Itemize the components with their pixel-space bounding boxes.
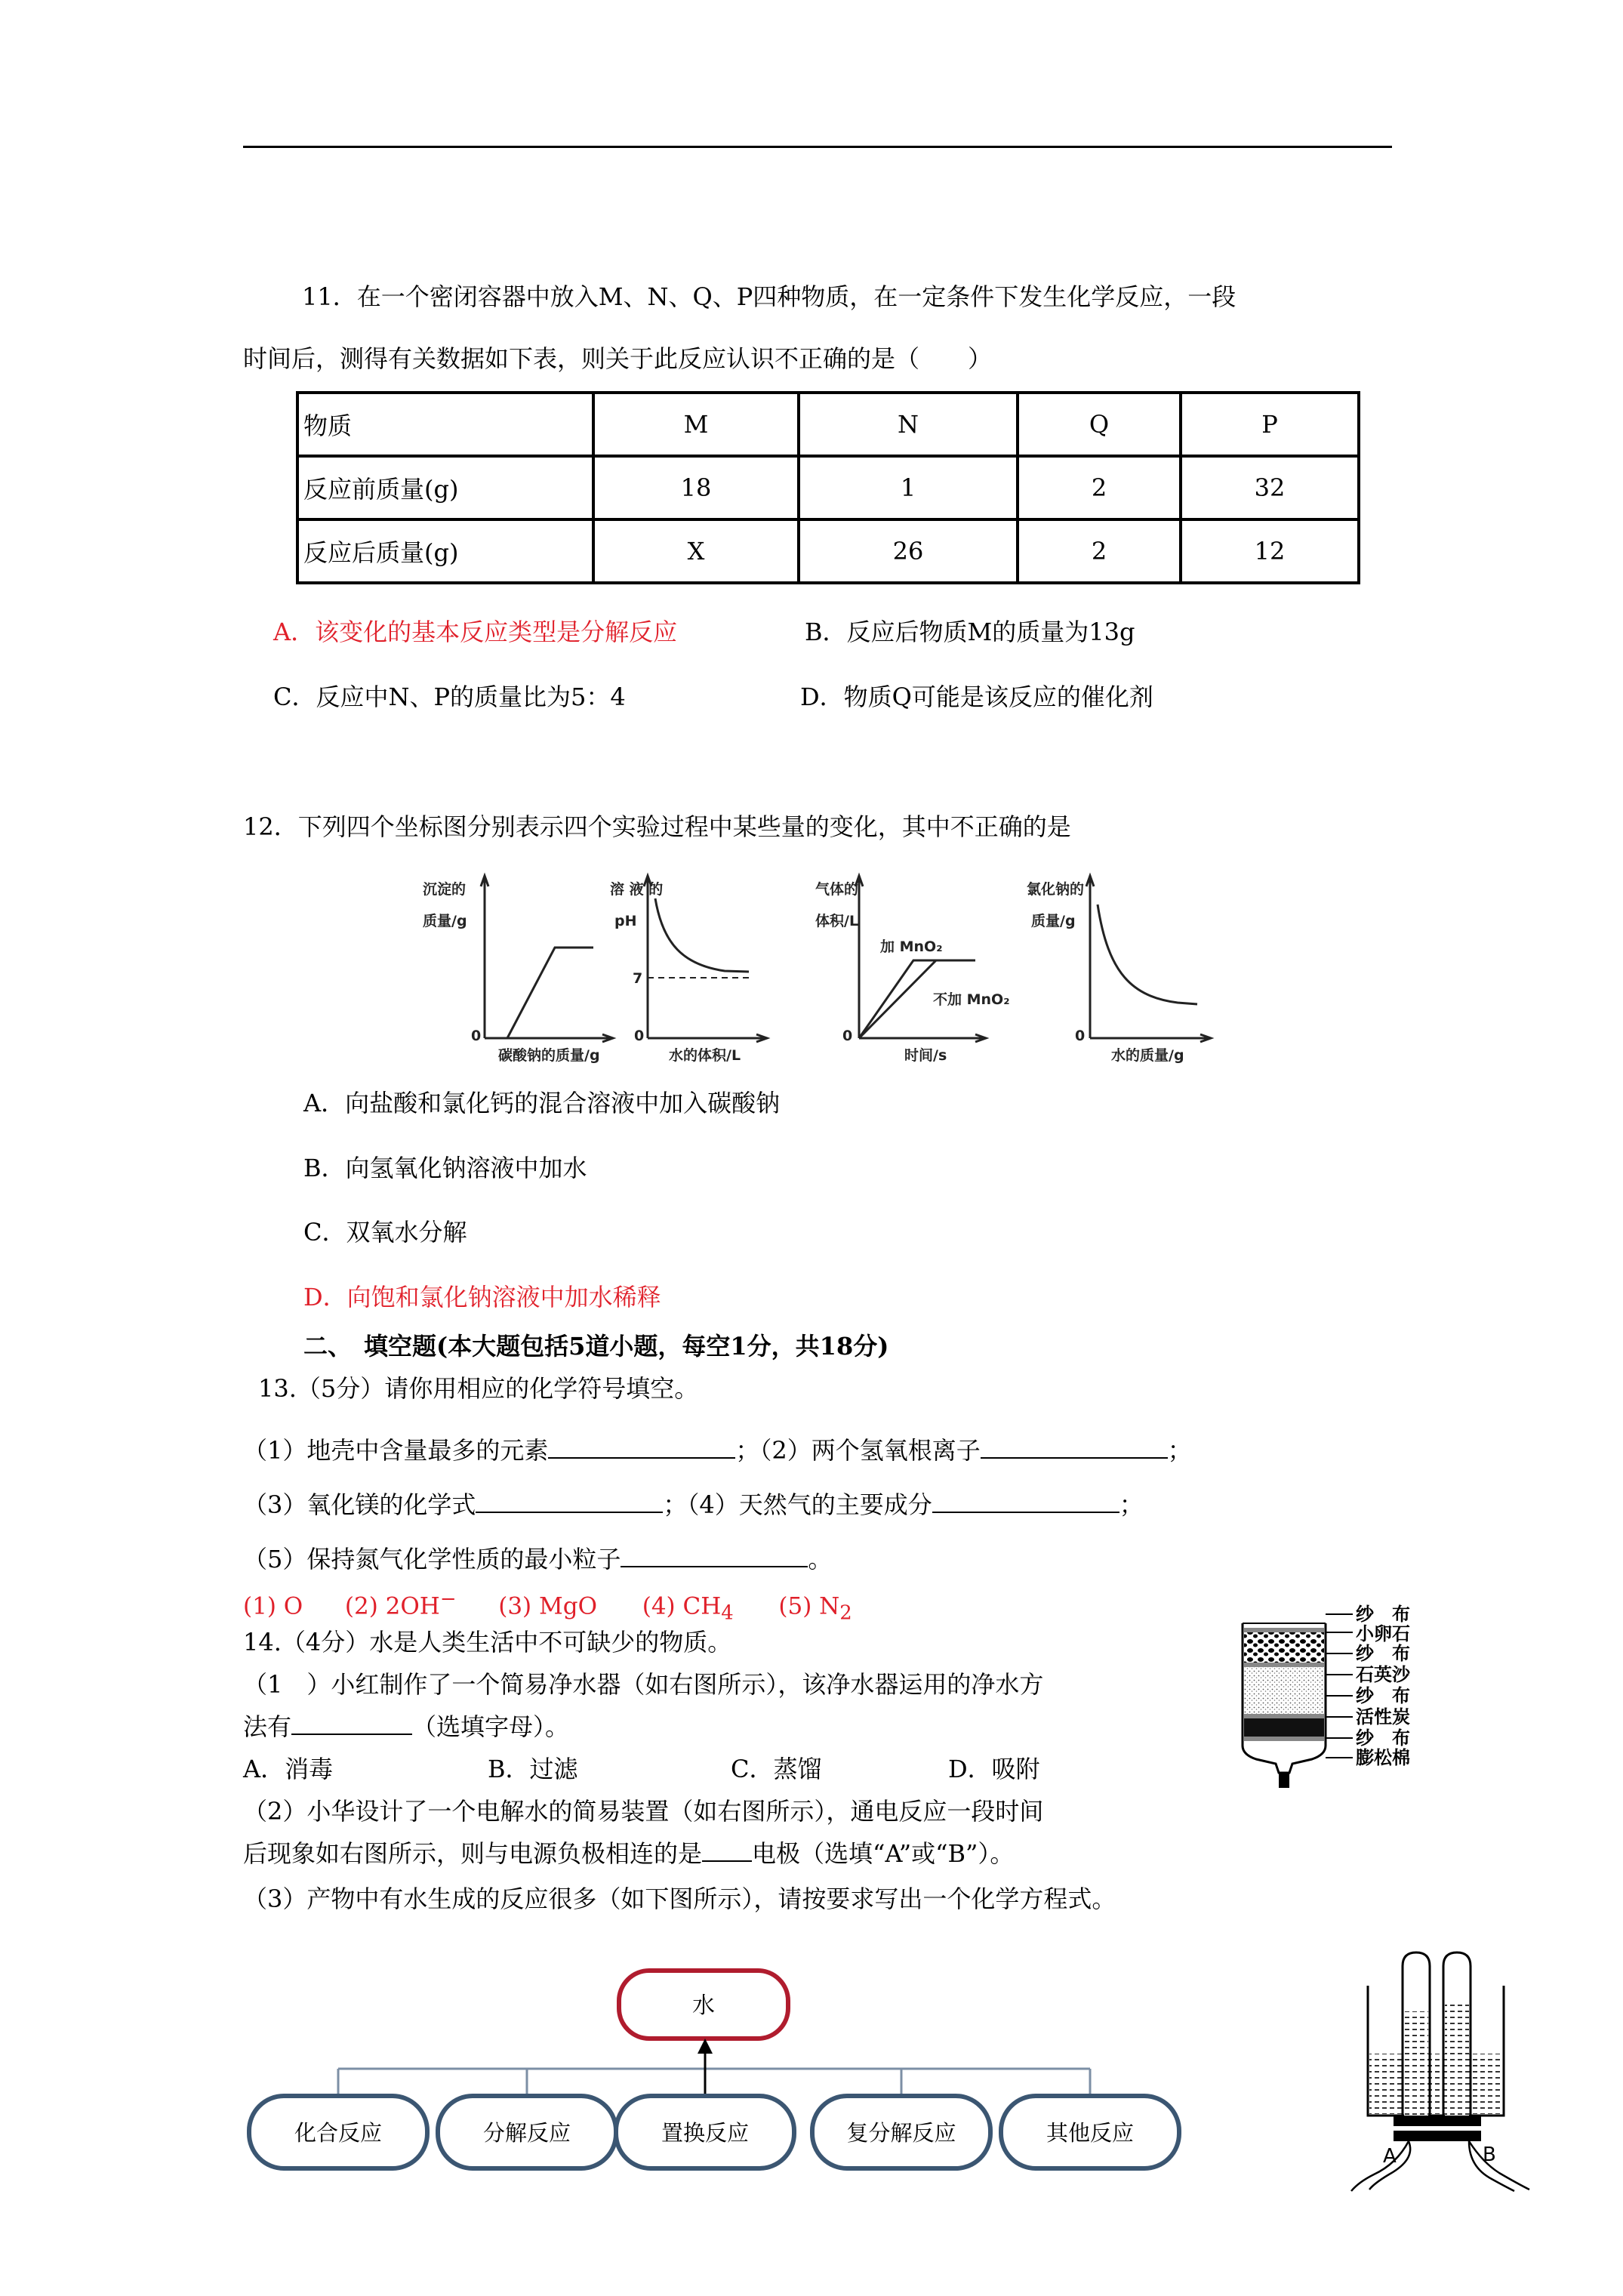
q13-line1 <box>243 1432 1192 1466</box>
table-row <box>297 393 1359 456</box>
section-2-title: 二、 填空题(本大题包括5道小题，每空1分，共18分) <box>303 1332 889 1361</box>
graph4-x-axis <box>1090 1034 1211 1042</box>
graph3-xlabel: 时间/s <box>904 1047 947 1064</box>
table-cell: 26 <box>799 519 1018 583</box>
graph2-y-axis <box>644 876 651 1038</box>
filter-pebble-layer <box>1244 1632 1324 1663</box>
q11-option-d: D．物质Q可能是该反应的催化剂 <box>800 683 1153 711</box>
table-cell: 反应前质量(g) <box>297 456 593 519</box>
filter-label: 纱 布 <box>1356 1604 1410 1625</box>
q14-part3-line: （3）产物中有水生成的反应很多（如下图所示），请按要求写出一个化学方程式。 <box>243 1885 1116 1913</box>
q14-opt-b: B．过滤 <box>488 1755 578 1783</box>
filter-gauze-2 <box>1244 1663 1324 1667</box>
graph3-y-axis <box>855 876 863 1038</box>
q13-part2-text: ；（2）两个氢氧根离子 <box>735 1436 981 1465</box>
q13-line2-end: ； <box>1119 1490 1144 1519</box>
q11-option-a-answer: A．该变化的基本反应类型是分解反应 <box>273 618 678 646</box>
graph3-label-without-mno2: 不加 MnO₂ <box>933 991 1010 1008</box>
diagram-connectors <box>338 2069 1090 2096</box>
electrolysis-stopper-band <box>1389 2126 1486 2131</box>
filter-carbon-layer <box>1244 1718 1324 1737</box>
table-cell: X <box>593 519 799 583</box>
q14-opt-a: A．消毒 <box>243 1755 334 1783</box>
graph2-origin: 0 <box>634 1028 645 1044</box>
q14-blank-1[interactable] <box>291 1712 412 1735</box>
graph1-y-axis <box>481 876 488 1038</box>
q13-stem: 13.（5分）请你用相应的化学符号填空。 <box>258 1374 699 1403</box>
graph1-ylabel-2: 质量/g <box>423 913 467 929</box>
graph4-curve <box>1098 905 1197 1004</box>
q14-opt-c: C．蒸馏 <box>731 1755 822 1783</box>
electrolysis-wires <box>1351 2141 1529 2191</box>
filter-sand-layer <box>1244 1667 1324 1714</box>
electrode-b-label: B <box>1483 2143 1496 2166</box>
tube-a-water <box>1404 2011 1428 2116</box>
graph3-x-axis <box>859 1034 986 1042</box>
q11-stem-line2: 时间后，测得有关数据如下表，则关于此反应认识不正确的是（ ） <box>243 344 993 373</box>
graph1-xlabel: 碳酸钠的质量/g <box>498 1047 600 1064</box>
q12-option-b: B．向氢氧化钠溶液中加水 <box>303 1154 587 1182</box>
diagram-box-label: 置换反应 <box>661 2120 750 2146</box>
graph3-ylabel-2: 体积/L <box>815 913 859 929</box>
table-cell: 12 <box>1181 519 1359 583</box>
graph2-ylabel-2: pH <box>614 913 637 929</box>
filter-label: 纱 布 <box>1356 1685 1410 1706</box>
graph4-origin: 0 <box>1075 1028 1086 1044</box>
filter-label: 纱 布 <box>1356 1727 1410 1749</box>
filter-outlet <box>1279 1773 1289 1788</box>
q13-blank-4[interactable] <box>932 1490 1119 1513</box>
filter-label: 膨松棉 <box>1356 1747 1410 1768</box>
diagram-box-label: 其他反应 <box>1046 2120 1135 2146</box>
filter-label: 纱 布 <box>1356 1643 1410 1664</box>
q13-line3 <box>243 1540 832 1575</box>
tube-b-water <box>1445 2001 1469 2116</box>
table-row <box>297 456 1359 519</box>
q14-part2-prefix: 后现象如右图所示，则与电源负极相连的是 <box>243 1839 703 1868</box>
q13-line3-end: 。 <box>808 1545 833 1573</box>
graph4-y-axis <box>1086 876 1094 1038</box>
q14-blank-2[interactable] <box>702 1838 752 1862</box>
q14-part2-line2 <box>243 1835 1014 1869</box>
graph1-ylabel-1: 沉淀的 <box>423 881 467 898</box>
q12-stem: 12．下列四个坐标图分别表示四个实验过程中某些量的变化，其中不正确的是 <box>243 812 1071 841</box>
electrode-a-label: A <box>1383 2145 1397 2168</box>
graph3-origin: 0 <box>842 1028 853 1044</box>
filter-label: 小卵石 <box>1356 1623 1410 1644</box>
table-row <box>297 519 1359 583</box>
filter-label: 活性炭 <box>1356 1706 1410 1727</box>
water-filter-figure <box>1226 1602 1431 1829</box>
q14-part1-line2 <box>243 1708 569 1743</box>
q13-answer-3: (3) MgO <box>498 1592 597 1620</box>
diagram-box-label: 复分解反应 <box>846 2120 956 2146</box>
q13-answer <box>243 1588 852 1625</box>
q12-option-d-answer: D．向饱和氯化钠溶液中加水稀释 <box>303 1283 661 1311</box>
q13-blank-2[interactable] <box>981 1435 1168 1459</box>
q11-option-c: C．反应中N、P的质量比为5：4 <box>273 683 626 711</box>
graph1-origin: 0 <box>471 1028 482 1044</box>
graph4-xlabel: 水的质量/g <box>1111 1047 1184 1064</box>
table-cell: 反应后质量(g) <box>297 519 593 583</box>
q13-answer-5: (5) N <box>778 1592 840 1620</box>
graph1-curve <box>507 948 593 1038</box>
filter-label: 石英沙 <box>1356 1664 1410 1685</box>
q13-answer-2: (2) 2OH <box>344 1592 440 1620</box>
q14-part1-suffix: （选填字母）。 <box>412 1712 570 1741</box>
q14-part2-suffix: 电极（选填“A”或“B”）。 <box>752 1839 1015 1868</box>
q13-blank-3[interactable] <box>476 1490 663 1513</box>
q14-part1-line1: （1 ）小红制作了一个简易净水器（如右图所示），该净水器运用的净水方 <box>243 1670 1044 1699</box>
q11-option-b: B．反应后物质M的质量为13g <box>805 618 1135 646</box>
table-cell: 2 <box>1018 456 1181 519</box>
q12-graphs-figure <box>423 868 1238 1072</box>
q12-option-c: C．双氧水分解 <box>303 1218 467 1247</box>
q14-stem: 14.（4分）水是人类生活中不可缺少的物质。 <box>243 1628 732 1657</box>
graph2-xlabel: 水的体积/L <box>669 1047 741 1064</box>
graph2-x-axis <box>648 1034 767 1042</box>
graph4-ylabel-2: 质量/g <box>1031 913 1076 929</box>
graph2-ylabel-1: 溶 液 的 <box>610 881 664 898</box>
filter-gauze-4 <box>1244 1737 1324 1741</box>
graph2-curve <box>655 898 749 972</box>
filter-gauze-1 <box>1244 1628 1324 1632</box>
q13-answer-2-sup: − <box>439 1588 457 1610</box>
diagram-box-label: 化合反应 <box>294 2120 383 2146</box>
diagram-box-label: 分解反应 <box>482 2120 571 2146</box>
diagram-water-label: 水 <box>692 1992 715 2019</box>
table-header-cell: 物质 <box>297 393 593 456</box>
q11-data-table <box>296 391 1360 584</box>
table-header-cell: P <box>1181 393 1359 456</box>
q13-answer-1: (1) O <box>243 1592 303 1620</box>
q11-stem-line1: 11．在一个密闭容器中放入M、N、Q、P四种物质，在一定条件下发生化学反应，一段 <box>302 282 1236 311</box>
q13-answer-4: (4) CH <box>642 1592 722 1620</box>
graph4-ylabel-1: 氯化钠的 <box>1027 881 1085 898</box>
table-cell: 2 <box>1018 519 1181 583</box>
q13-part1-text: （1）地壳中含量最多的元素 <box>243 1436 549 1465</box>
table-header-cell: M <box>593 393 799 456</box>
electrolysis-figure <box>1344 1948 1540 2197</box>
q13-part5-text: （5）保持氮气化学性质的最小粒子 <box>243 1545 621 1573</box>
graph3-ylabel-1: 气体的 <box>815 881 859 898</box>
q14-opt-d: D．吸附 <box>948 1755 1040 1783</box>
table-header-cell: N <box>799 393 1018 456</box>
table-cell: 18 <box>593 456 799 519</box>
reaction-diagram <box>226 1955 1193 2227</box>
q13-part3-text: （3）氧化镁的化学式 <box>243 1490 476 1519</box>
graph1-x-axis <box>485 1034 613 1042</box>
q13-blank-1[interactable] <box>548 1435 735 1459</box>
table-cell: 1 <box>799 456 1018 519</box>
header-rule <box>243 146 1392 148</box>
electrolysis-water <box>1369 2054 1502 2114</box>
graph2-ref-7: 7 <box>633 970 643 987</box>
filter-gauze-3 <box>1244 1714 1324 1718</box>
q13-answer-4-sub: 4 <box>721 1601 734 1625</box>
q13-line1-end: ； <box>1167 1436 1192 1465</box>
table-header-cell: Q <box>1018 393 1181 456</box>
graph3-label-with-mno2: 加 MnO₂ <box>880 938 943 955</box>
q13-line2 <box>243 1486 1144 1521</box>
q13-answer-5-sub: 2 <box>839 1601 852 1625</box>
q12-option-a: A．向盐酸和氯化钙的混合溶液中加入碳酸钠 <box>303 1089 781 1117</box>
q13-blank-5[interactable] <box>621 1544 808 1567</box>
q14-part2-line1: （2）小华设计了一个电解水的简易装置（如右图所示），通电反应一段时间 <box>243 1797 1044 1826</box>
table-cell: 32 <box>1181 456 1359 519</box>
q13-part4-text: ；（4）天然气的主要成分 <box>663 1490 932 1519</box>
q14-part1-prefix: 法有 <box>243 1712 292 1741</box>
